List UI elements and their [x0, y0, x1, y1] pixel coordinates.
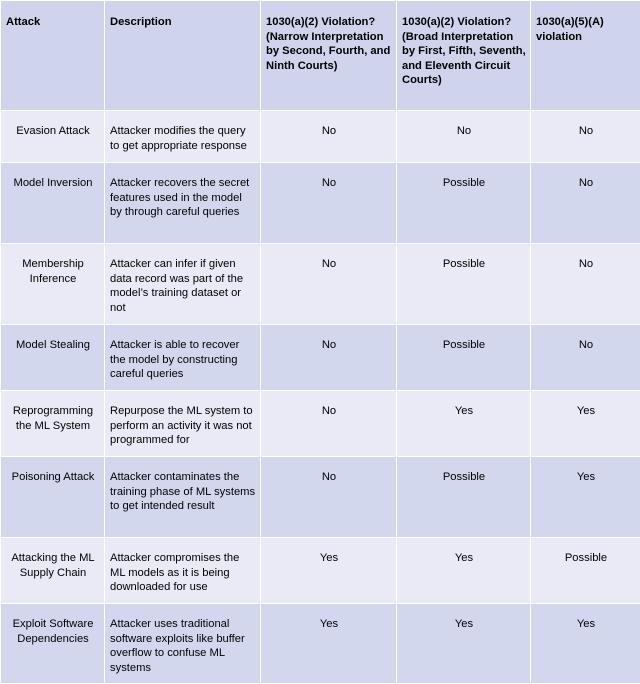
table-row — [1, 244, 640, 325]
table-header-row — [1, 1, 640, 111]
header-description: Description — [105, 1, 261, 111]
narrow-cell: No — [261, 111, 397, 163]
broad-cell: Yes — [397, 538, 531, 604]
table-row — [1, 457, 640, 538]
narrow-cell: No — [261, 163, 397, 244]
broad-cell: Yes — [397, 391, 531, 457]
narrow-cell: Yes — [261, 538, 397, 604]
broad-cell: Yes — [397, 604, 531, 684]
description-cell: Attacker can infer if given data record was part of the model’s training dataset or not — [105, 244, 261, 325]
table-row — [1, 111, 640, 163]
table-row — [1, 538, 640, 604]
a5a-cell: Yes — [531, 604, 640, 684]
description-cell: Repurpose the ML system to perform an activity it was not programmed for — [105, 391, 261, 457]
table-row — [1, 604, 640, 684]
narrow-cell: No — [261, 325, 397, 391]
attack-cell: Attacking the ML Supply Chain — [1, 538, 105, 604]
description-cell: Attacker compromises the ML models as it is being downloaded for use — [105, 538, 261, 604]
header-attack: Attack — [1, 1, 105, 111]
a5a-cell: Possible — [531, 538, 640, 604]
attack-cell: Reprogramming the ML System — [1, 391, 105, 457]
description-cell: Attacker contaminates the training phase of ML systems to get intended result — [105, 457, 261, 538]
broad-cell: No — [397, 111, 531, 163]
a5a-cell: No — [531, 325, 640, 391]
attack-cell: Membership Inference — [1, 244, 105, 325]
narrow-cell: No — [261, 457, 397, 538]
attack-cell: Evasion Attack — [1, 111, 105, 163]
narrow-cell: No — [261, 391, 397, 457]
header-1030a5a-violation: 1030(a)(5)(A) violation — [531, 1, 640, 111]
header-broad-interpretation: 1030(a)(2) Violation? (Broad Interpretation by First, Fifth, Seventh, and Eleventh Circuit Courts) — [397, 1, 531, 111]
broad-cell: Possible — [397, 325, 531, 391]
attack-cell: Model Inversion — [1, 163, 105, 244]
attack-cell: Model Stealing — [1, 325, 105, 391]
narrow-cell: Yes — [261, 604, 397, 684]
attack-cell: Poisoning Attack — [1, 457, 105, 538]
description-cell: Attacker modifies the query to get appropriate response — [105, 111, 261, 163]
table-row — [1, 163, 640, 244]
a5a-cell: Yes — [531, 391, 640, 457]
broad-cell: Possible — [397, 457, 531, 538]
a5a-cell: No — [531, 244, 640, 325]
attack-cell: Exploit Software Dependencies — [1, 604, 105, 684]
table-row — [1, 391, 640, 457]
description-cell: Attacker is able to recover the model by constructing careful queries — [105, 325, 261, 391]
broad-cell: Possible — [397, 163, 531, 244]
description-cell: Attacker uses traditional software exploits like buffer overflow to confuse ML systems — [105, 604, 261, 684]
narrow-cell: No — [261, 244, 397, 325]
a5a-cell: No — [531, 163, 640, 244]
table-row — [1, 325, 640, 391]
broad-cell: Possible — [397, 244, 531, 325]
a5a-cell: Yes — [531, 457, 640, 538]
header-narrow-interpretation: 1030(a)(2) Violation? (Narrow Interpretation by Second, Fourth, and Ninth Courts) — [261, 1, 397, 111]
description-cell: Attacker recovers the secret features used in the model by through careful queries — [105, 163, 261, 244]
a5a-cell: No — [531, 111, 640, 163]
